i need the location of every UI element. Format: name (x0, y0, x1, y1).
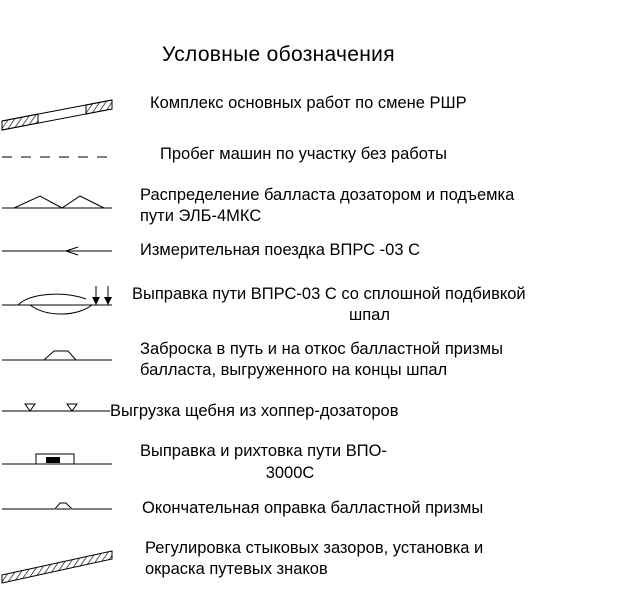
legend-item-label: Распределение балласта дозатором и подъемка (140, 186, 515, 204)
symbol-line-with-bulge-and-arrows (2, 286, 112, 314)
legend-item-label: Комплекс основных работ по смене РШР (150, 94, 467, 112)
symbol-line-with-low-trapezoid (2, 503, 112, 509)
symbol-line-with-triangles (2, 196, 112, 208)
symbol-hatched-bar (2, 551, 112, 583)
legend-item-label: Заброска в путь и на откос балластной призмы (140, 340, 503, 358)
legend-item-label: балласта, выгруженного на концы шпал (140, 361, 448, 379)
legend-item-label: Пробег машин по участку без работы (160, 145, 447, 163)
legend-item-label: Выправка и рихтовка пути ВПО- (140, 442, 387, 460)
legend-item-label: окраска путевых знаков (145, 560, 328, 578)
legend-item-label: Окончательная оправка балластной призмы (142, 499, 484, 517)
legend-item-label: пути ЭЛБ-4МКС (140, 207, 262, 225)
legend-item-label: Выгрузка щебня из хоппер-дозаторов (110, 402, 399, 420)
symbol-hatched-bar-with-gap (2, 100, 112, 130)
symbol-line-with-down-triangles (2, 404, 110, 411)
legend-item-label: шпал (349, 306, 390, 324)
symbol-line-with-arrow-left (2, 247, 112, 255)
legend-item-label: Регулировка стыковых зазоров, установка и (145, 539, 484, 557)
symbol-line-with-trapezoid (2, 351, 112, 360)
symbol-line-with-box (2, 454, 112, 464)
legend-item-label: 3000С (265, 464, 315, 482)
legend-item-label: Выправка пути ВПРС-03 С со сплошной подбивкой (132, 285, 526, 303)
legend-item-label: Измерительная поездка ВПРС -03 С (140, 241, 421, 259)
legend-title: Условные обозначения (162, 43, 395, 66)
